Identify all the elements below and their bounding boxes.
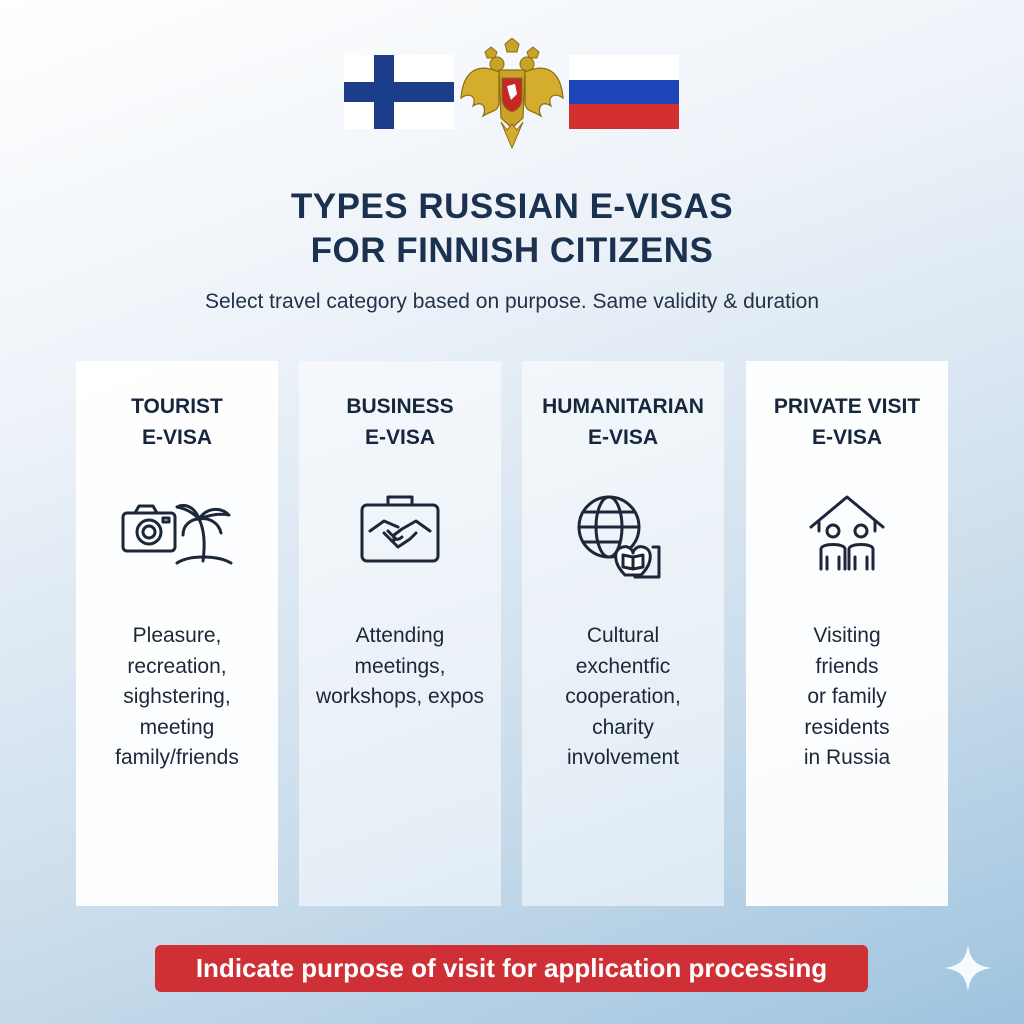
title-line: FOR FINNISH CITIZENS — [310, 231, 714, 270]
card-description-line: or family — [807, 685, 887, 708]
card-title-line: E-VISA — [364, 426, 435, 449]
title-line: TYPES RUSSIAN E-VISAS — [290, 187, 734, 226]
card-description-line: sighstering, — [123, 685, 231, 708]
card-description-line: in Russia — [803, 746, 891, 769]
briefcase-handshake-icon — [358, 491, 442, 567]
finland-flag — [344, 55, 454, 129]
card-description-line: cooperation, — [565, 685, 681, 708]
purpose-banner: Indicate purpose of visit for application processing — [155, 945, 868, 992]
camera-palm-icon — [117, 491, 237, 571]
card-description-line: family/friends — [115, 746, 239, 769]
card-title — [522, 391, 724, 453]
russia-flag — [569, 55, 679, 129]
card-title — [299, 391, 501, 453]
visa-card-business — [299, 361, 501, 906]
globe-heart-book-icon — [573, 491, 673, 581]
flags-row — [0, 38, 1024, 158]
card-title-line: BUSINESS — [346, 395, 454, 418]
visa-card-tourist — [76, 361, 278, 906]
card-description — [746, 621, 948, 774]
card-title — [76, 391, 278, 453]
house-family-icon — [807, 491, 887, 575]
page-subtitle: Select travel category based on purpose. Same validity & duration — [204, 290, 819, 313]
page-title — [0, 185, 1024, 273]
card-description — [76, 621, 278, 774]
card-description-line: Attending — [355, 624, 445, 647]
card-description-line: Pleasure, — [132, 624, 222, 647]
russian-coat-of-arms-icon — [457, 38, 567, 150]
card-title-line: E-VISA — [141, 426, 212, 449]
card-description-line: friends — [815, 654, 879, 678]
card-description-line: meeting — [139, 715, 215, 739]
card-description-line: charity — [592, 715, 654, 739]
card-description-line: Cultural — [586, 624, 660, 647]
card-title-line: HUMANITARIAN — [542, 395, 704, 418]
sparkle-icon — [942, 942, 994, 994]
card-title-line: E-VISA — [587, 426, 658, 449]
card-title-line: E-VISA — [811, 426, 882, 449]
card-description-line: Visiting — [813, 624, 881, 647]
card-description-line: exchentfic — [575, 654, 671, 678]
card-title — [746, 391, 948, 453]
card-description — [522, 621, 724, 774]
card-description-line: meetings, — [354, 654, 446, 678]
card-description — [299, 621, 501, 713]
card-title-line: TOURIST — [131, 395, 223, 418]
card-description-line: involvement — [566, 746, 680, 769]
visa-card-private-visit — [746, 361, 948, 906]
card-description-line: residents — [804, 715, 890, 739]
visa-card-humanitarian — [522, 361, 724, 906]
card-description-line: recreation, — [127, 654, 227, 678]
card-title-line: PRIVATE VISIT — [773, 395, 921, 418]
card-description-line: workshops, expos — [315, 685, 485, 708]
